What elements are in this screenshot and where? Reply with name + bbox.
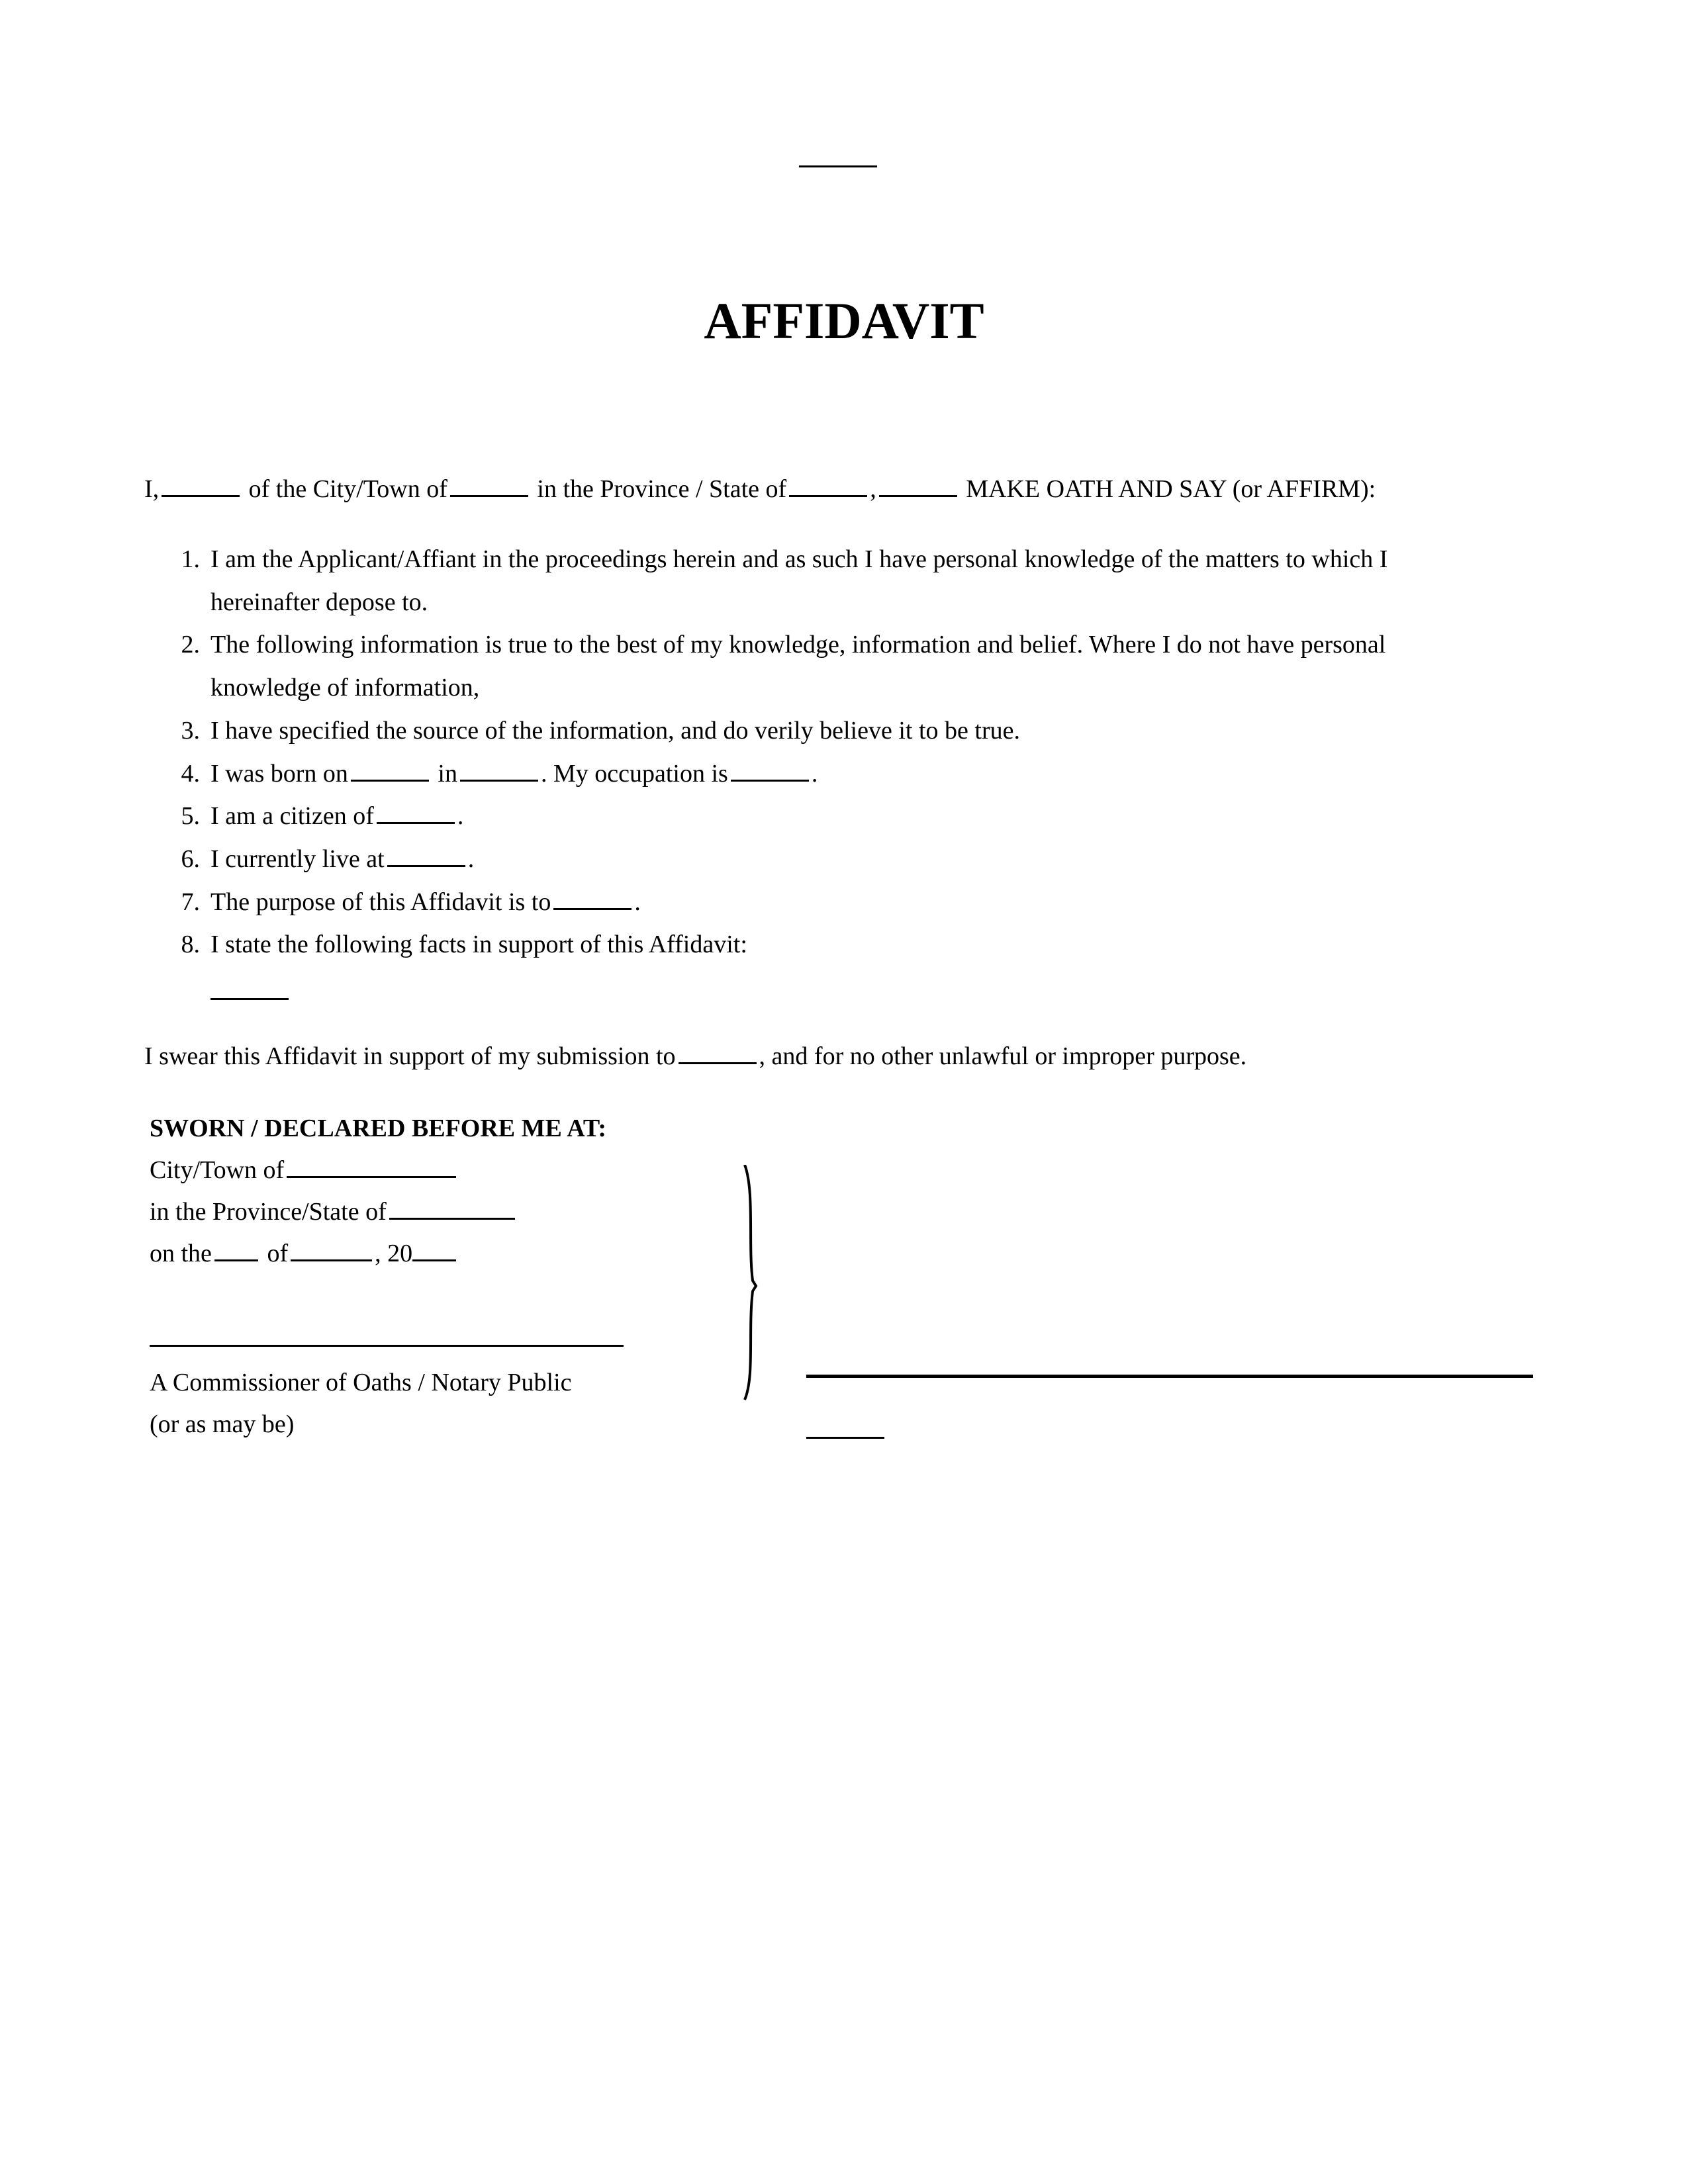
item-text: The purpose of this Affidavit is to (211, 888, 551, 916)
jurat-of-label: of (267, 1240, 289, 1267)
submission-blank[interactable] (679, 1062, 757, 1064)
jurat-city-label: City/Town of (150, 1156, 285, 1184)
item-period: . (811, 760, 818, 788)
item-number: 3. (181, 717, 200, 745)
birth-date-blank[interactable] (351, 780, 429, 782)
swear-text-end: , and for no other unlawful or improper purpose. (759, 1042, 1247, 1070)
item-text: in (438, 760, 457, 788)
item-period: . (457, 802, 464, 830)
intro-i: I, (144, 475, 160, 503)
jurat-province-label: in the Province/State of (150, 1198, 387, 1226)
item-number: 4. (181, 760, 200, 788)
intro-line (144, 474, 1376, 504)
jurat-on-the-label: on the (150, 1240, 212, 1267)
jurat-city-blank[interactable] (287, 1176, 456, 1178)
jurat-city-line (150, 1155, 459, 1185)
item-period: . (634, 888, 641, 916)
jurat-province-blank[interactable] (389, 1218, 515, 1220)
item-text-cont: hereinafter depose to. (211, 588, 428, 616)
jurat-year-label: , 20 (375, 1240, 413, 1267)
birth-place-blank[interactable] (460, 780, 538, 782)
item-number: 1. (181, 545, 200, 573)
affiant-name-blank[interactable] (806, 1437, 884, 1439)
jurat-month-blank[interactable] (291, 1259, 372, 1261)
intro-comma: , (870, 475, 876, 503)
purpose-blank[interactable] (553, 908, 632, 910)
address-blank[interactable] (387, 865, 465, 867)
item-text-cont: knowledge of information, (211, 674, 480, 702)
item-text: I am a citizen of (211, 802, 374, 830)
item-text: I state the following facts in support of this Affidavit: (211, 931, 747, 958)
brace-icon (738, 1165, 778, 1403)
item-number: 8. (181, 931, 200, 958)
item-text: The following information is true to the best of my knowledge, information and belief. Where I do not have personal (211, 631, 1386, 659)
or-as-may-be-label: (or as may be) (150, 1410, 295, 1438)
item-text: I currently live at (211, 845, 385, 873)
intro-oath: MAKE OATH AND SAY (or AFFIRM): (966, 475, 1376, 503)
item-number: 2. (181, 631, 200, 659)
jurat-province-line (150, 1197, 518, 1227)
item-text: I am the Applicant/Affiant in the proceedings herein and as such I have personal knowledge of the matters to which I (211, 545, 1388, 573)
city-blank[interactable] (450, 495, 528, 497)
province-blank[interactable] (789, 495, 867, 497)
occupation-blank[interactable] (731, 780, 809, 782)
item-text: . My occupation is (540, 760, 728, 788)
header-blank-line[interactable] (799, 165, 877, 167)
affiant-signature-line-ext[interactable] (1054, 1375, 1533, 1378)
affiant-name-blank[interactable] (162, 495, 240, 497)
item-number: 5. (181, 802, 200, 830)
intro-province-label: in the Province / State of (537, 475, 787, 503)
item-text: I was born on (211, 760, 348, 788)
date-blank[interactable] (879, 495, 957, 497)
jurat-date-line (150, 1238, 459, 1269)
item-number: 7. (181, 888, 200, 916)
jurat-heading: SWORN / DECLARED BEFORE ME AT: (150, 1115, 607, 1142)
jurat-year-blank[interactable] (412, 1259, 456, 1261)
facts-blank[interactable] (211, 998, 289, 1000)
commissioner-signature-line[interactable] (150, 1345, 624, 1347)
commissioner-label: A Commissioner of Oaths / Notary Public (150, 1369, 572, 1396)
item-period: . (467, 845, 475, 873)
swear-line (144, 1041, 1246, 1071)
swear-text: I swear this Affidavit in support of my submission to (144, 1042, 676, 1070)
intro-city-label: of the City/Town of (248, 475, 447, 503)
document-title: AFFIDAVIT (704, 292, 984, 349)
item-text: I have specified the source of the information, and do verily believe it to be true. (211, 717, 1020, 745)
affiant-signature-line[interactable] (806, 1375, 1054, 1378)
item-number: 6. (181, 845, 200, 873)
jurat-day-blank[interactable] (214, 1259, 258, 1261)
citizenship-blank[interactable] (377, 822, 455, 824)
